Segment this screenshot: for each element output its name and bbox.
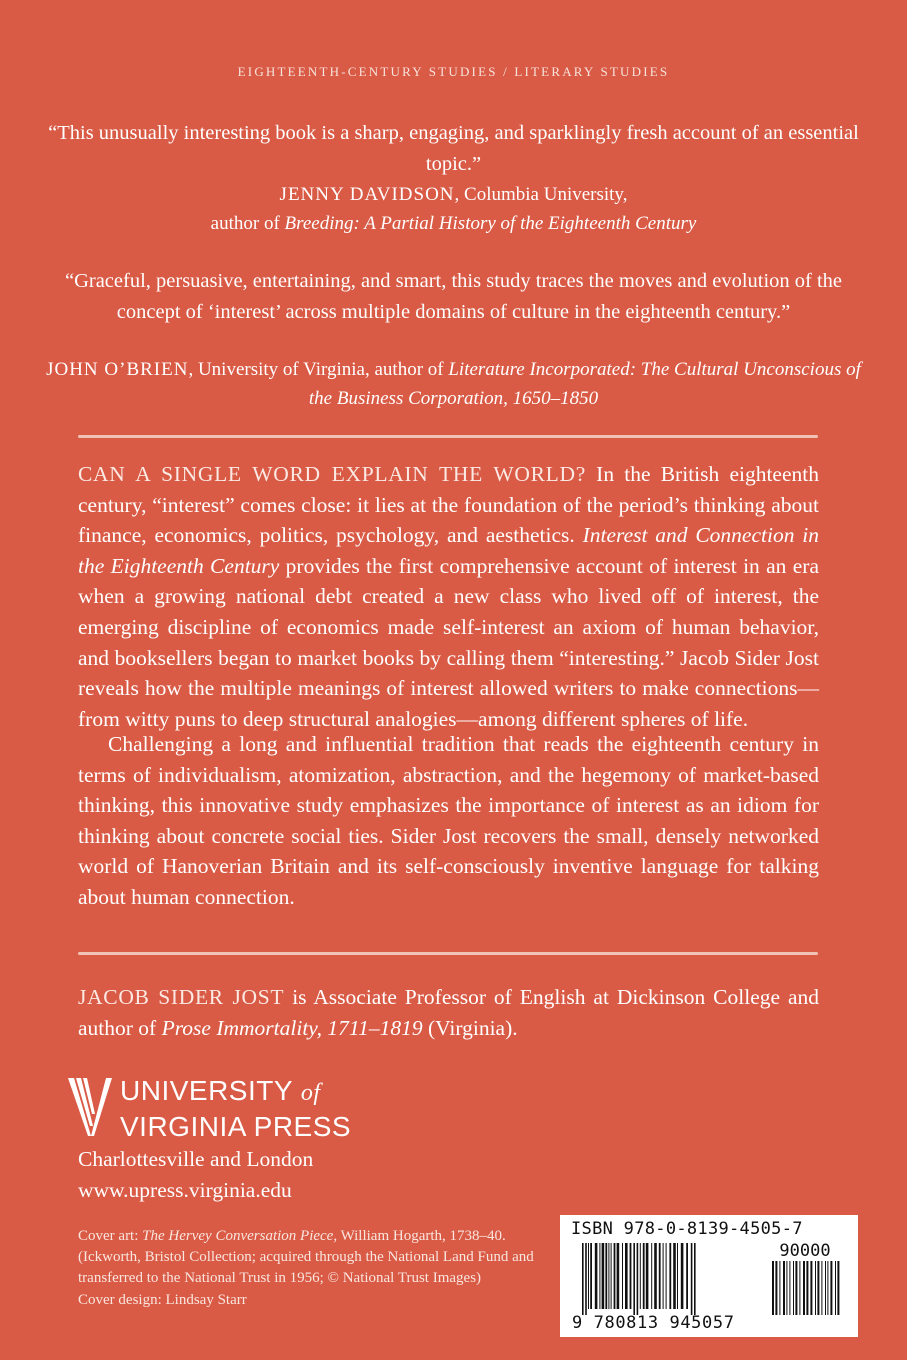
cover-design-credit: Cover design: Lindsay Starr — [78, 1291, 247, 1308]
blurb-attribution-1 — [40, 180, 867, 238]
barcode-bar — [617, 1243, 620, 1309]
barcode-bar — [779, 1261, 780, 1315]
cover-credits — [78, 1226, 548, 1311]
publisher-name — [120, 1074, 351, 1143]
isbn-barcode — [560, 1215, 858, 1337]
barcode-bar — [673, 1243, 676, 1309]
barcode-bar — [633, 1243, 635, 1315]
barcode-bar — [602, 1243, 605, 1309]
barcode-bar — [815, 1261, 816, 1315]
publisher-line-1: UNIVERSITY — [120, 1075, 293, 1106]
blurb-affiliation-2: , University of Virginia, author of — [188, 359, 449, 380]
barcode-bar — [605, 1243, 607, 1309]
barcode-bar — [772, 1261, 774, 1315]
barcode-bar — [590, 1243, 592, 1309]
barcode-bar — [835, 1261, 836, 1315]
description-lead: CAN A SINGLE WORD EXPLAIN THE WORLD? — [78, 462, 586, 486]
blurb-author-of-1: author of — [210, 213, 285, 234]
divider-bottom — [78, 952, 818, 955]
barcode-bar — [783, 1261, 785, 1315]
barcode-bar — [654, 1243, 657, 1309]
blurb-book-1: Breeding: A Partial History of the Eighteenth Century — [284, 213, 697, 234]
barcode-bar — [793, 1261, 794, 1315]
barcode-bar — [686, 1243, 688, 1309]
divider-top — [78, 435, 818, 438]
barcode-bar — [691, 1243, 693, 1315]
bio-text-2: (Virginia). — [422, 1015, 518, 1040]
publisher-url: www.upress.virginia.edu — [78, 1177, 292, 1202]
publisher-v-icon — [66, 1076, 114, 1138]
barcode-bar — [585, 1243, 587, 1315]
barcode-bar — [806, 1261, 808, 1315]
barcode-bar — [803, 1261, 805, 1315]
barcode-bar — [786, 1261, 787, 1315]
barcode-bar — [582, 1243, 584, 1315]
bio-book: Prose Immortality, 1711–1819 — [161, 1015, 423, 1040]
barcode-bar — [789, 1261, 790, 1315]
barcode-bar — [599, 1243, 600, 1309]
barcode-bar — [640, 1243, 641, 1309]
barcode-bar — [681, 1243, 684, 1309]
blurb-affiliation-1: , Columbia University, — [454, 184, 628, 205]
barcode-bar — [775, 1261, 777, 1315]
description-paragraph-2: Challenging a long and influential tradition that reads the eighteenth century in terms of individualism, atomization, abstraction, and the hegemony of market-based thinking, this innovative study emphasizes the importance of interest as an idiom for thinking about concrete social ties. Sider Jost recovers the small, densely networked world of Hanoverian Britain and its self-consciously inventive language for talking about human connection. — [78, 732, 819, 909]
barcode-bar — [666, 1243, 667, 1309]
barcode-bar — [810, 1261, 812, 1315]
isbn-text: ISBN 978-0-8139-4505-7 — [571, 1219, 803, 1239]
barcode-bar — [651, 1243, 652, 1309]
cover-art-title: The Hervey Conversation Piece — [142, 1228, 334, 1244]
blurb-author-1: JENNY DAVIDSON — [279, 184, 455, 205]
publisher-line-2: VIRGINIA PRESS — [120, 1111, 352, 1142]
barcode-bar — [837, 1261, 839, 1315]
price-code: 90000 — [779, 1241, 831, 1261]
barcode-bar — [637, 1243, 639, 1315]
barcode-bar — [677, 1243, 678, 1309]
blurb-book-2: Literature Incorporated: The Cultural Unconscious of the Business Corporation, 1650–1850 — [308, 359, 861, 409]
barcode-bar — [663, 1243, 664, 1309]
barcode-bar — [622, 1243, 623, 1309]
blurb-quote-2: “Graceful, persuasive, entertaining, and smart, this study traces the moves and evolution of the concept of ‘interest’ across multiple domains of culture in the eighteenth century.” — [64, 270, 843, 323]
bio-name: JACOB SIDER JOST — [78, 985, 285, 1009]
blurb-attribution-2 — [40, 355, 867, 413]
barcode-bar — [795, 1261, 797, 1315]
barcode-bar — [625, 1243, 628, 1309]
blurb-quote-1: “This unusually interesting book is a sharp, engaging, and sparklingly fresh account of an essential topic.” — [48, 122, 859, 175]
barcode-bar — [643, 1243, 645, 1309]
barcode-bar — [614, 1243, 616, 1309]
barcode-bar — [799, 1261, 800, 1315]
barcode-bar — [827, 1261, 828, 1315]
publisher-place: Charlottesville and London — [78, 1147, 314, 1171]
barcode-bar — [659, 1243, 661, 1309]
barcode-bar — [817, 1261, 819, 1315]
barcode-bar — [694, 1243, 696, 1315]
book-title: Interest and Connection in the Eighteenth Century — [78, 523, 819, 578]
category-label: EIGHTEENTH-CENTURY STUDIES / LITERARY STUDIES — [237, 64, 670, 79]
description-text-1b: provides the first comprehensive account of interest in an era when a growing national debt created a new class who lived off of interest, the emerging discipline of economics made self-interest an axiom of human behavior, and booksellers began to market books by calling them “interesting.” Jacob Sider Jost reveals how the multiple meanings of interest allowed writers to make connections—from witty puns to deep structural analogies—among different spheres of life. — [78, 553, 819, 731]
description-paragraph-1 — [78, 459, 819, 734]
blurb-author-2: JOHN O’BRIEN — [46, 359, 189, 380]
publisher-of: of — [300, 1080, 321, 1106]
publisher-logo — [66, 1072, 366, 1144]
barcode-bar — [595, 1243, 598, 1309]
barcode-bar — [646, 1243, 649, 1309]
barcode-bar — [830, 1261, 832, 1315]
cover-art-label: Cover art: — [78, 1228, 143, 1244]
cover-art-details: , William Hogarth, 1738–40. (Ickworth, Bristol Collection; acquired through the National Land Fund and transferred to the National Trust in 1956; © National Trust Images) — [78, 1228, 534, 1287]
barcode-bar — [630, 1243, 632, 1309]
ean-digits: 9 780813 945057 — [572, 1313, 735, 1333]
author-bio — [78, 982, 819, 1043]
barcode-bar — [825, 1261, 826, 1315]
barcode-bar — [669, 1243, 671, 1309]
barcode-bar — [588, 1243, 589, 1309]
bio-text-1: is Associate Professor of English at Dickinson College and author of — [78, 985, 819, 1040]
publisher-location — [78, 1144, 313, 1205]
barcode-bar — [611, 1243, 612, 1309]
description-text-1a: In the British eighteenth century, “interest” comes close: it lies at the foundation of the period’s thinking about finance, economics, politics, psychology, and aesthetics. — [78, 462, 819, 548]
barcode-bar — [608, 1243, 609, 1309]
barcode-bar — [821, 1261, 822, 1315]
